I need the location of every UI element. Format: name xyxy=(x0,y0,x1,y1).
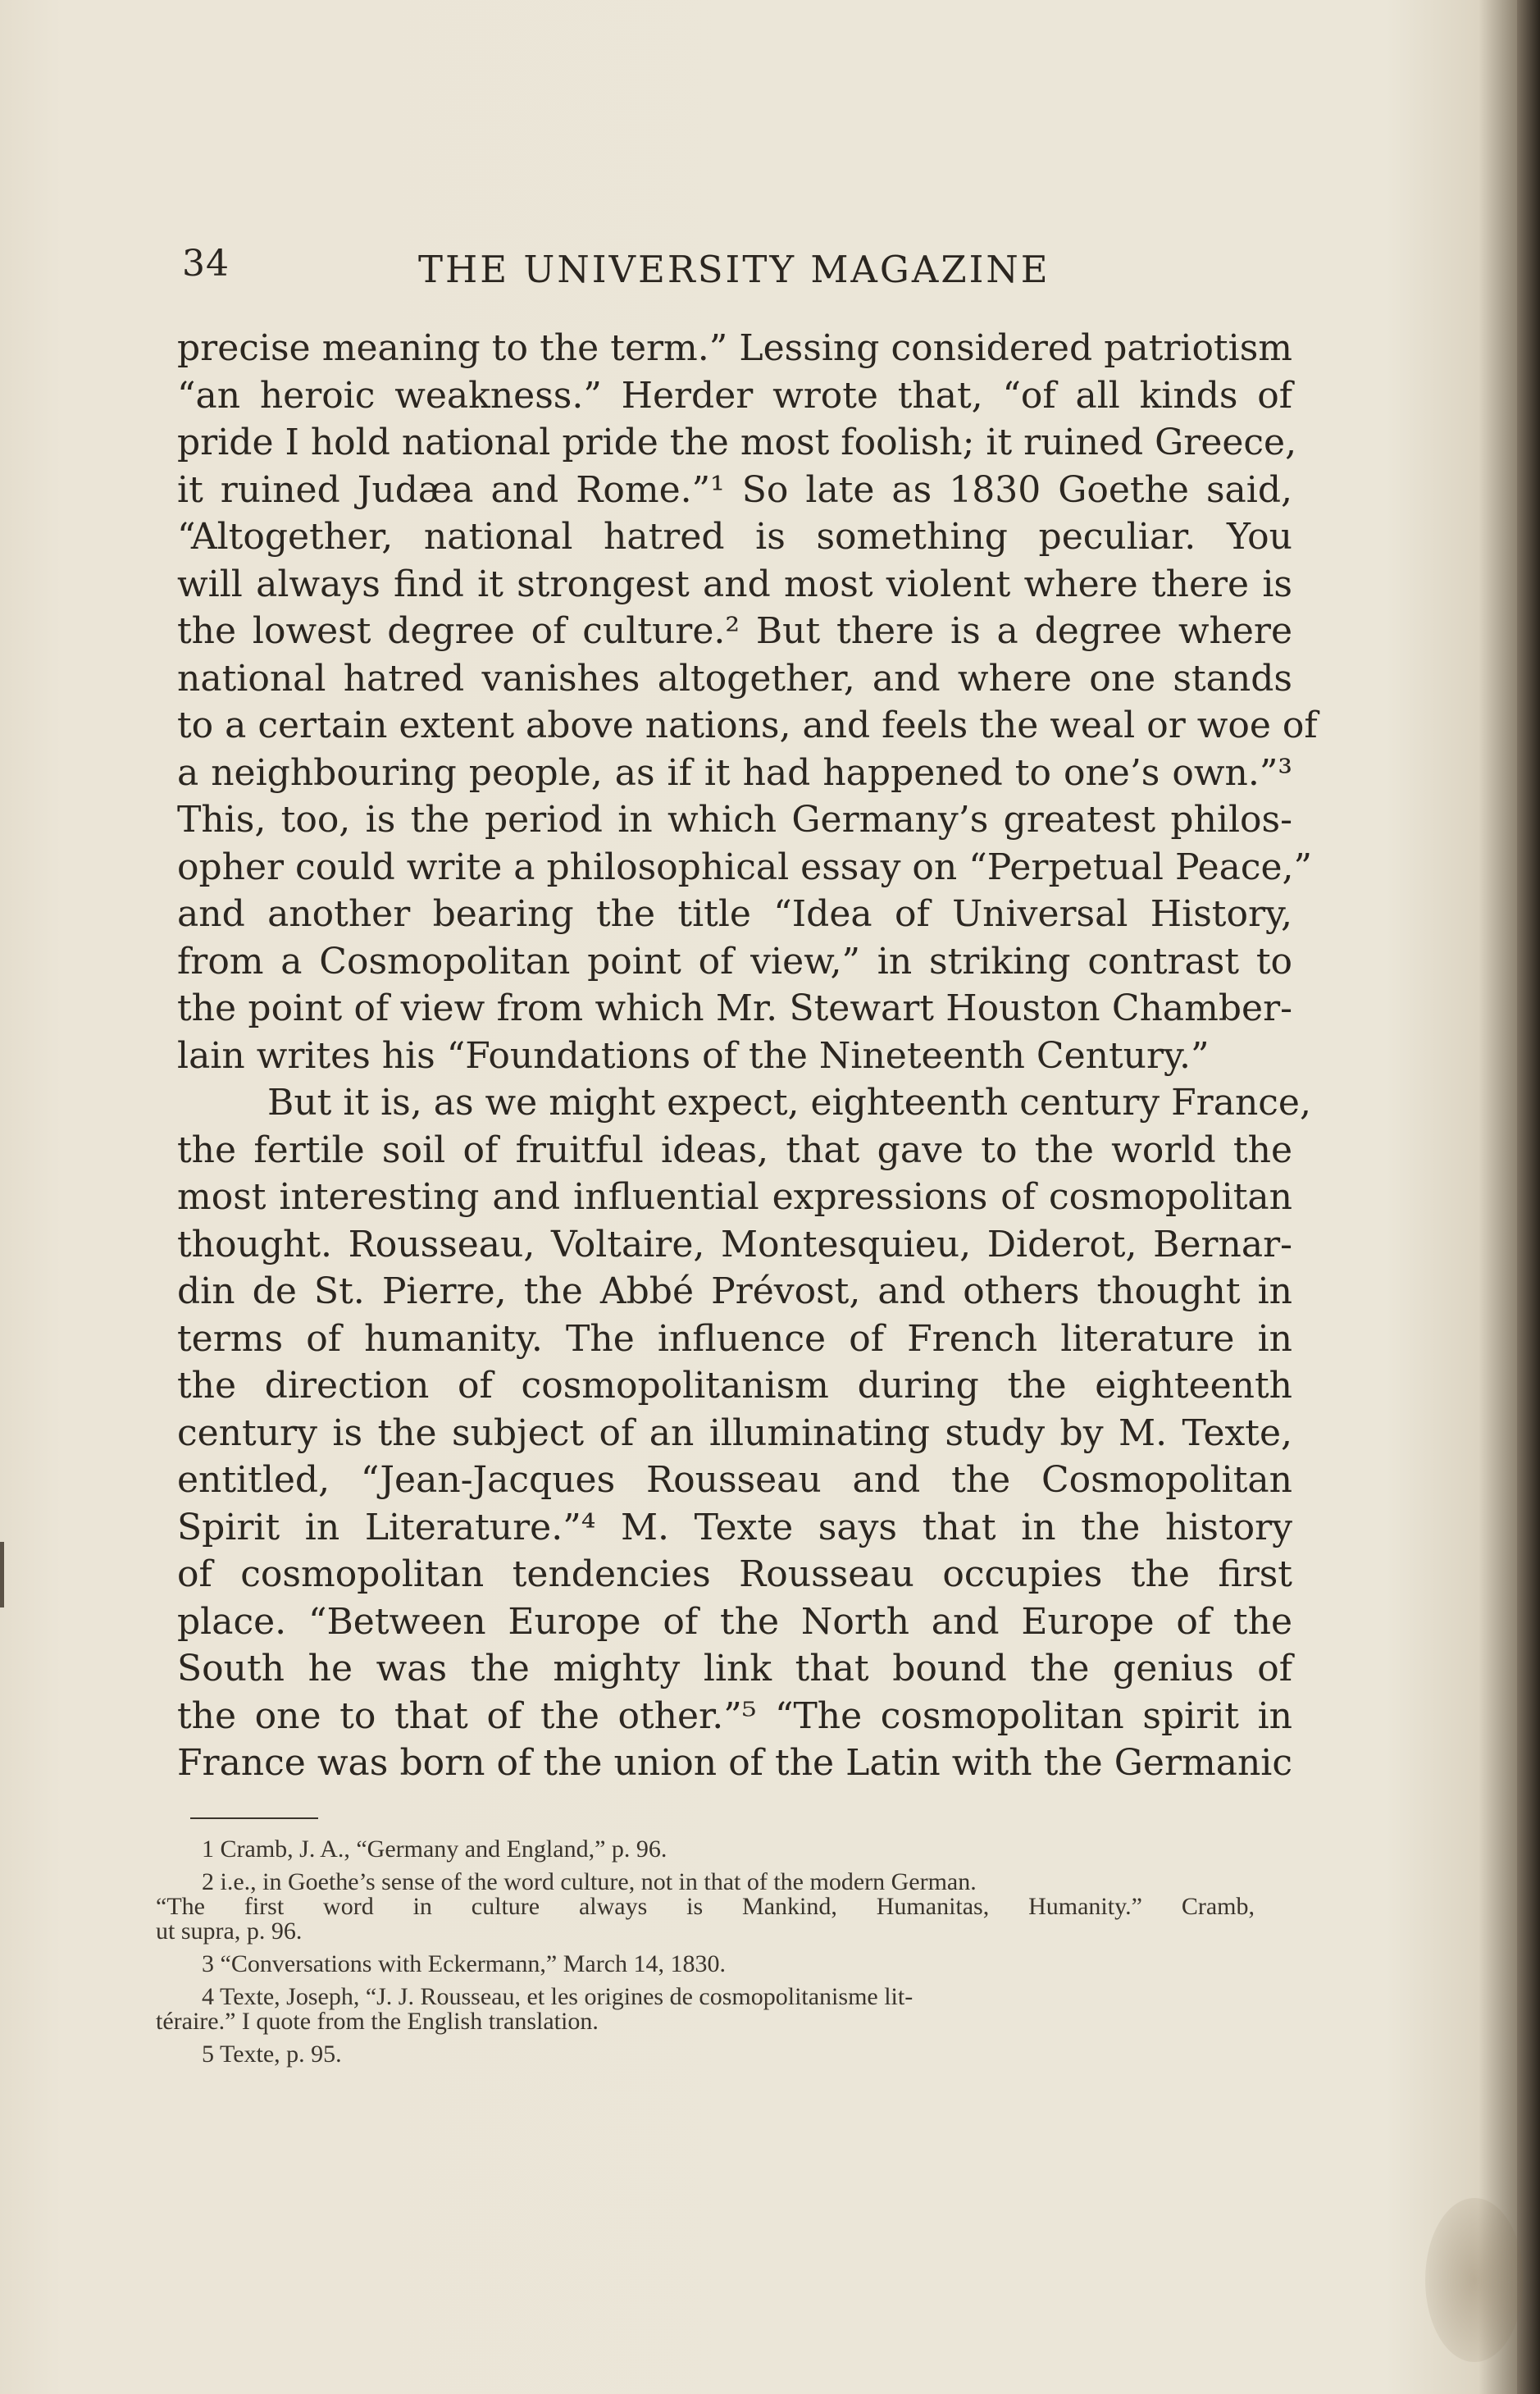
body-line: the one to that of the other.”⁵ “The cosmopolitan spirit in xyxy=(177,1694,1292,1737)
footnote-2-line: ut supra, p. 96. xyxy=(156,1917,303,1945)
page-header xyxy=(182,243,1068,300)
body-line: most interesting and influential expressions of cosmopolitan xyxy=(177,1176,1292,1218)
footnotes xyxy=(156,1837,1271,2067)
body-line: the point of view from which Mr. Stewart Houston Chamber- xyxy=(177,987,1292,1029)
body-line: Spirit in Literature.”⁴ M. Texte says that in the history xyxy=(177,1506,1292,1548)
body-line: terms of humanity. The influence of French literature in xyxy=(177,1317,1292,1360)
body-line: lain writes his “Foundations of the Nineteenth Century.” xyxy=(177,1034,1210,1077)
body-line: of cosmopolitan tendencies Rousseau occupies the first xyxy=(177,1553,1292,1595)
footnote-4-line: 4 Texte, Joseph, “J. J. Rousseau, et les origines de cosmopolitanisme lit- xyxy=(202,1983,914,2010)
body-line: France was born of the union of the Latin with the Germanic xyxy=(177,1742,1292,1784)
body-line: the direction of cosmopolitanism during the eighteenth xyxy=(177,1365,1292,1407)
body-line: opher could write a philosophical essay on “Perpetual Peace,” xyxy=(177,846,1313,888)
footnote-3: 3 “Conversations with Eckermann,” March 14, 1830. xyxy=(202,1950,727,1977)
body-line: it ruined Judæa and Rome.”¹ So late as 1830 Goethe said, xyxy=(177,468,1292,511)
body-line: thought. Rousseau, Voltaire, Montesquieu, Diderot, Bernar- xyxy=(177,1223,1292,1265)
body-line: to a certain extent above nations, and feels the weal or woe of xyxy=(177,705,1318,746)
body-line: the fertile soil of fruitful ideas, that gave to the world the xyxy=(177,1129,1292,1171)
body-line: from a Cosmopolitan point of view,” in striking contrast to xyxy=(177,940,1292,983)
body-line: a neighbouring people, as if it had happened to one’s own.”³ xyxy=(177,751,1292,794)
body-line: and another bearing the title “Idea of Universal History, xyxy=(177,893,1292,935)
body-line: the lowest degree of culture.² But there is a degree where xyxy=(177,610,1292,652)
footnote-2-line: “The first word in culture always is Mankind, Humanitas, Humanity.” Cramb, xyxy=(156,1893,1255,1920)
body-line: But it is, as we might expect, eighteenth century France, xyxy=(267,1082,1311,1124)
body-line: South he was the mighty link that bound the genius of xyxy=(177,1648,1292,1689)
page-stain xyxy=(1425,2198,1524,2362)
body-line: pride I hold national pride the most foolish; it ruined Greece, xyxy=(177,422,1297,463)
body-line: din de St. Pierre, the Abbé Prévost, and others thought in xyxy=(177,1270,1292,1312)
body-line: “Altogether, national hatred is something peculiar. You xyxy=(177,516,1292,558)
footnote-2-line: 2 i.e., in Goethe’s sense of the word culture, not in that of the modern German. xyxy=(202,1868,977,1895)
footnote-4-line: téraire.” I quote from the English translation. xyxy=(156,2008,599,2035)
page-spine-shadow xyxy=(1517,0,1540,2394)
body-line: This, too, is the period in which Germany’s greatest philos- xyxy=(177,799,1292,841)
body-line: entitled, “Jean-Jacques Rousseau and the Cosmopolitan xyxy=(177,1459,1292,1501)
page-number: 34 xyxy=(182,243,230,285)
running-title: THE UNIVERSITY MAGAZINE xyxy=(418,248,1050,291)
footnote-5: 5 Texte, p. 95. xyxy=(202,2041,342,2068)
body-line: century is the subject of an illuminating study by M. Texte, xyxy=(177,1411,1292,1454)
body-line: precise meaning to the term.” Lessing considered patriotism xyxy=(177,327,1292,369)
body-line: “an heroic weakness.” Herder wrote that, “of all kinds of xyxy=(177,374,1292,417)
footnote-1: 1 Cramb, J. A., “Germany and England,” p. 96. xyxy=(202,1835,667,1863)
footnote-rule xyxy=(190,1817,318,1819)
body-text xyxy=(177,325,1318,1787)
body-line: will always find it strongest and most violent where there is xyxy=(177,563,1292,605)
body-line: place. “Between Europe of the North and Europe of the xyxy=(177,1600,1292,1643)
page-edge-mark xyxy=(0,1542,4,1607)
body-line: national hatred vanishes altogether, and where one stands xyxy=(177,657,1292,700)
